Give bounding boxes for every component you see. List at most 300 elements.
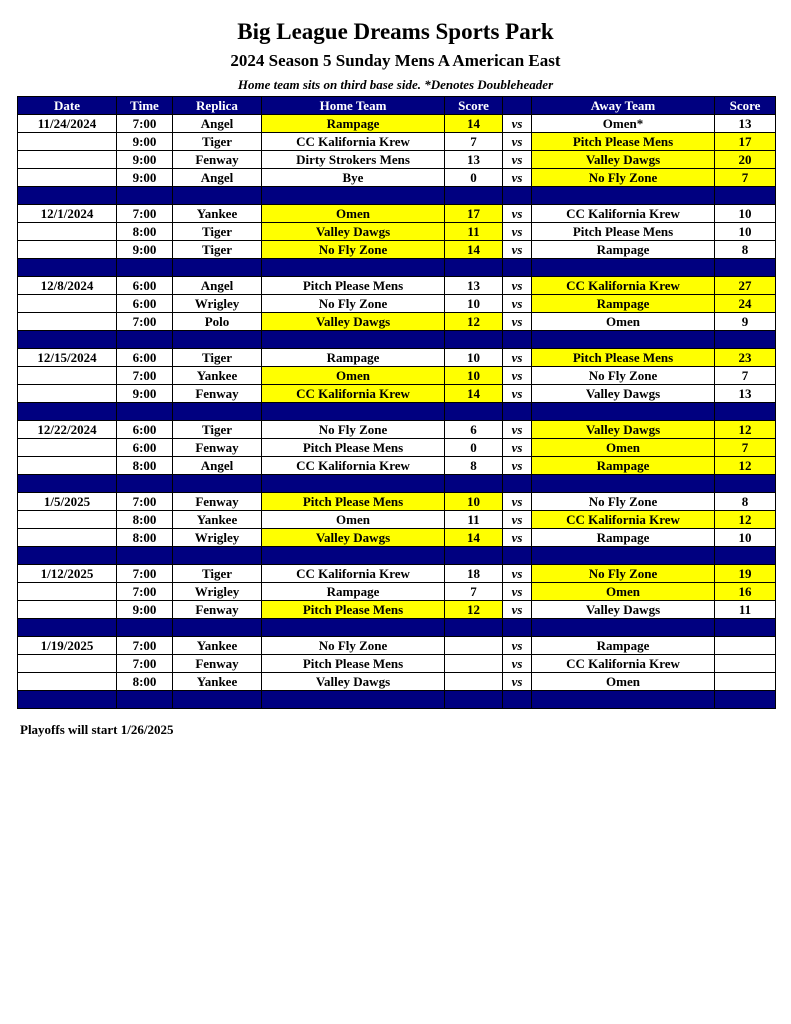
away-score-cell: 20 [715,151,776,169]
week-separator-row [18,691,776,709]
week-separator-row [18,547,776,565]
table-row [18,439,776,457]
separator-cell [715,259,776,277]
home-score-cell: 10 [445,349,503,367]
home-score-cell: 10 [445,295,503,313]
home-score-cell: 13 [445,151,503,169]
time-cell: 7:00 [117,655,173,673]
date-cell: 12/15/2024 [18,349,117,367]
replica-cell: Angel [173,277,262,295]
away-score-cell [715,655,776,673]
replica-cell: Polo [173,313,262,331]
home-score-cell: 0 [445,439,503,457]
time-cell: 6:00 [117,295,173,313]
away-team-cell: No Fly Zone [532,367,715,385]
table-row [18,601,776,619]
date-cell [18,151,117,169]
replica-cell: Fenway [173,655,262,673]
home-score-cell: 7 [445,583,503,601]
away-score-cell: 12 [715,421,776,439]
separator-cell [445,403,503,421]
away-score-cell: 12 [715,457,776,475]
vs-cell: vs [503,673,532,691]
table-row [18,385,776,403]
separator-cell [262,547,445,565]
table-row [18,529,776,547]
date-cell [18,169,117,187]
home-score-cell [445,637,503,655]
separator-cell [532,619,715,637]
away-score-cell: 12 [715,511,776,529]
away-score-cell: 17 [715,133,776,151]
separator-cell [532,547,715,565]
home-score-cell [445,673,503,691]
away-team-cell: No Fly Zone [532,169,715,187]
away-score-cell: 13 [715,115,776,133]
away-score-cell: 8 [715,241,776,259]
date-cell [18,385,117,403]
home-score-cell: 14 [445,115,503,133]
time-cell: 7:00 [117,367,173,385]
replica-cell: Yankee [173,511,262,529]
vs-cell: vs [503,115,532,133]
home-team-cell: Valley Dawgs [262,223,445,241]
vs-cell: vs [503,583,532,601]
separator-cell [503,403,532,421]
separator-cell [262,259,445,277]
home-team-cell: No Fly Zone [262,421,445,439]
header-time: Time [117,97,173,115]
separator-cell [117,547,173,565]
date-cell: 12/1/2024 [18,205,117,223]
separator-cell [503,187,532,205]
date-cell [18,223,117,241]
away-team-cell: Pitch Please Mens [532,349,715,367]
time-cell: 6:00 [117,349,173,367]
separator-cell [715,475,776,493]
separator-cell [715,187,776,205]
separator-cell [445,187,503,205]
date-cell: 12/22/2024 [18,421,117,439]
vs-cell: vs [503,223,532,241]
time-cell: 6:00 [117,277,173,295]
separator-cell [173,403,262,421]
home-team-cell: No Fly Zone [262,295,445,313]
date-cell [18,439,117,457]
separator-cell [262,691,445,709]
table-row [18,583,776,601]
separator-cell [262,403,445,421]
vs-cell: vs [503,511,532,529]
table-header-row [18,97,776,115]
away-team-cell: No Fly Zone [532,493,715,511]
separator-cell [532,403,715,421]
replica-cell: Tiger [173,223,262,241]
home-score-cell: 11 [445,223,503,241]
away-team-cell: No Fly Zone [532,565,715,583]
separator-cell [173,547,262,565]
vs-cell: vs [503,601,532,619]
table-row [18,241,776,259]
home-team-cell: Pitch Please Mens [262,601,445,619]
away-score-cell: 9 [715,313,776,331]
replica-cell: Fenway [173,439,262,457]
date-cell: 1/5/2025 [18,493,117,511]
time-cell: 8:00 [117,457,173,475]
separator-cell [18,403,117,421]
time-cell: 9:00 [117,385,173,403]
away-score-cell: 27 [715,277,776,295]
separator-cell [117,403,173,421]
date-cell: 12/8/2024 [18,277,117,295]
separator-cell [262,187,445,205]
time-cell: 9:00 [117,601,173,619]
date-cell [18,529,117,547]
time-cell: 7:00 [117,583,173,601]
table-row [18,421,776,439]
time-cell: 9:00 [117,133,173,151]
vs-cell: vs [503,151,532,169]
away-score-cell: 10 [715,529,776,547]
separator-cell [173,187,262,205]
replica-cell: Fenway [173,385,262,403]
away-score-cell: 7 [715,367,776,385]
away-team-cell: Rampage [532,241,715,259]
home-score-cell: 7 [445,133,503,151]
home-team-cell: CC Kalifornia Krew [262,457,445,475]
replica-cell: Wrigley [173,583,262,601]
separator-cell [117,475,173,493]
separator-cell [117,187,173,205]
vs-cell: vs [503,655,532,673]
table-row [18,655,776,673]
table-row [18,565,776,583]
replica-cell: Tiger [173,133,262,151]
date-cell [18,313,117,331]
away-team-cell: CC Kalifornia Krew [532,277,715,295]
separator-cell [18,475,117,493]
schedule-table [17,96,776,709]
page-title: Big League Dreams Sports Park [237,19,554,44]
away-score-cell: 19 [715,565,776,583]
away-team-cell: Omen [532,313,715,331]
home-score-cell: 18 [445,565,503,583]
replica-cell: Fenway [173,493,262,511]
date-cell [18,673,117,691]
home-team-cell: Pitch Please Mens [262,277,445,295]
vs-cell: vs [503,277,532,295]
away-team-cell: Omen [532,439,715,457]
separator-cell [117,331,173,349]
date-cell [18,367,117,385]
away-team-cell: CC Kalifornia Krew [532,205,715,223]
table-row [18,151,776,169]
separator-cell [18,547,117,565]
separator-cell [18,331,117,349]
separator-cell [262,619,445,637]
separator-cell [503,331,532,349]
home-score-cell: 11 [445,511,503,529]
date-cell [18,295,117,313]
time-cell: 8:00 [117,673,173,691]
home-score-cell [445,655,503,673]
replica-cell: Yankee [173,637,262,655]
away-team-cell: CC Kalifornia Krew [532,655,715,673]
separator-cell [117,691,173,709]
separator-cell [445,691,503,709]
home-team-cell: Omen [262,511,445,529]
time-cell: 9:00 [117,241,173,259]
separator-cell [715,547,776,565]
time-cell: 7:00 [117,205,173,223]
separator-cell [445,331,503,349]
home-team-cell: Rampage [262,583,445,601]
separator-cell [715,619,776,637]
home-score-cell: 6 [445,421,503,439]
away-score-cell: 7 [715,439,776,457]
date-cell [18,601,117,619]
vs-cell: vs [503,169,532,187]
vs-cell: vs [503,565,532,583]
table-row [18,637,776,655]
home-score-cell: 8 [445,457,503,475]
time-cell: 9:00 [117,169,173,187]
home-score-cell: 12 [445,313,503,331]
home-score-cell: 12 [445,601,503,619]
home-team-cell: Omen [262,367,445,385]
separator-cell [18,187,117,205]
away-team-cell: Pitch Please Mens [532,133,715,151]
table-row [18,295,776,313]
vs-cell: vs [503,421,532,439]
time-cell: 7:00 [117,565,173,583]
table-row [18,133,776,151]
replica-cell: Tiger [173,349,262,367]
home-team-cell: Bye [262,169,445,187]
week-separator-row [18,619,776,637]
away-score-cell: 23 [715,349,776,367]
away-score-cell: 7 [715,169,776,187]
replica-cell: Tiger [173,565,262,583]
table-row [18,367,776,385]
home-team-cell: Omen [262,205,445,223]
away-team-cell: Omen* [532,115,715,133]
away-team-cell: Rampage [532,295,715,313]
away-team-cell: Pitch Please Mens [532,223,715,241]
date-cell [18,133,117,151]
separator-cell [173,475,262,493]
home-team-cell: No Fly Zone [262,637,445,655]
separator-cell [18,691,117,709]
home-score-cell: 17 [445,205,503,223]
time-cell: 6:00 [117,421,173,439]
home-team-cell: Rampage [262,115,445,133]
week-separator-row [18,403,776,421]
vs-cell: vs [503,385,532,403]
date-cell: 1/12/2025 [18,565,117,583]
time-cell: 7:00 [117,115,173,133]
separator-cell [445,619,503,637]
away-team-cell: Rampage [532,529,715,547]
header-replica: Replica [173,97,262,115]
separator-cell [117,619,173,637]
time-cell: 8:00 [117,223,173,241]
time-cell: 7:00 [117,637,173,655]
table-row [18,223,776,241]
vs-cell: vs [503,367,532,385]
separator-cell [445,259,503,277]
time-cell: 9:00 [117,151,173,169]
away-team-cell: Valley Dawgs [532,151,715,169]
away-team-cell: Omen [532,583,715,601]
vs-cell: vs [503,205,532,223]
replica-cell: Yankee [173,367,262,385]
separator-cell [173,331,262,349]
home-team-cell: Valley Dawgs [262,673,445,691]
vs-cell: vs [503,133,532,151]
home-team-cell: CC Kalifornia Krew [262,133,445,151]
date-cell: 11/24/2024 [18,115,117,133]
separator-cell [532,331,715,349]
away-score-cell: 16 [715,583,776,601]
separator-cell [715,691,776,709]
replica-cell: Yankee [173,205,262,223]
away-score-cell: 13 [715,385,776,403]
week-separator-row [18,475,776,493]
week-separator-row [18,259,776,277]
separator-cell [532,259,715,277]
away-score-cell: 8 [715,493,776,511]
away-team-cell: Valley Dawgs [532,385,715,403]
separator-cell [532,475,715,493]
header-vs [503,97,532,115]
vs-cell: vs [503,529,532,547]
home-score-cell: 14 [445,385,503,403]
home-team-cell: Rampage [262,349,445,367]
home-score-cell: 14 [445,241,503,259]
vs-cell: vs [503,637,532,655]
replica-cell: Yankee [173,673,262,691]
header-home-score: Score [445,97,503,115]
separator-cell [503,691,532,709]
table-row [18,349,776,367]
separator-cell [532,691,715,709]
date-cell: 1/19/2025 [18,637,117,655]
table-row [18,115,776,133]
vs-cell: vs [503,313,532,331]
replica-cell: Angel [173,169,262,187]
header-home-team: Home Team [262,97,445,115]
away-score-cell [715,637,776,655]
separator-cell [503,475,532,493]
time-cell: 6:00 [117,439,173,457]
week-separator-row [18,187,776,205]
date-cell [18,583,117,601]
home-team-cell: Pitch Please Mens [262,655,445,673]
away-team-cell: Valley Dawgs [532,421,715,439]
separator-cell [445,475,503,493]
page-subtitle: 2024 Season 5 Sunday Mens A American East [230,51,561,70]
away-team-cell: CC Kalifornia Krew [532,511,715,529]
home-score-cell: 13 [445,277,503,295]
schedule-body [18,115,776,709]
replica-cell: Wrigley [173,529,262,547]
home-team-cell: Valley Dawgs [262,313,445,331]
time-cell: 7:00 [117,313,173,331]
separator-cell [532,187,715,205]
separator-cell [117,259,173,277]
date-cell [18,241,117,259]
home-score-cell: 0 [445,169,503,187]
away-score-cell: 24 [715,295,776,313]
table-row [18,313,776,331]
time-cell: 7:00 [117,493,173,511]
time-cell: 8:00 [117,511,173,529]
away-team-cell: Omen [532,673,715,691]
home-score-cell: 14 [445,529,503,547]
away-score-cell: 11 [715,601,776,619]
home-team-cell: Pitch Please Mens [262,439,445,457]
vs-cell: vs [503,493,532,511]
separator-cell [715,403,776,421]
vs-cell: vs [503,457,532,475]
separator-cell [503,619,532,637]
separator-cell [445,547,503,565]
date-cell [18,457,117,475]
away-score-cell [715,673,776,691]
home-team-cell: CC Kalifornia Krew [262,565,445,583]
vs-cell: vs [503,439,532,457]
replica-cell: Tiger [173,241,262,259]
separator-cell [18,619,117,637]
vs-cell: vs [503,241,532,259]
away-team-cell: Rampage [532,457,715,475]
table-row [18,205,776,223]
header-date: Date [18,97,117,115]
week-separator-row [18,331,776,349]
table-row [18,277,776,295]
playoffs-note: Playoffs will start 1/26/2025 [20,722,174,737]
separator-cell [173,691,262,709]
time-cell: 8:00 [117,529,173,547]
replica-cell: Angel [173,457,262,475]
separator-cell [503,259,532,277]
separator-cell [173,259,262,277]
home-team-cell: CC Kalifornia Krew [262,385,445,403]
away-team-cell: Rampage [532,637,715,655]
table-row [18,457,776,475]
home-team-cell: Pitch Please Mens [262,493,445,511]
replica-cell: Tiger [173,421,262,439]
vs-cell: vs [503,349,532,367]
separator-cell [262,331,445,349]
away-team-cell: Valley Dawgs [532,601,715,619]
home-team-cell: Dirty Strokers Mens [262,151,445,169]
table-row [18,169,776,187]
home-score-cell: 10 [445,493,503,511]
home-score-cell: 10 [445,367,503,385]
replica-cell: Fenway [173,601,262,619]
header-away-score: Score [715,97,776,115]
away-score-cell: 10 [715,223,776,241]
table-row [18,673,776,691]
home-team-cell: No Fly Zone [262,241,445,259]
away-score-cell: 10 [715,205,776,223]
replica-cell: Wrigley [173,295,262,313]
date-cell [18,511,117,529]
header-away-team: Away Team [532,97,715,115]
table-row [18,493,776,511]
